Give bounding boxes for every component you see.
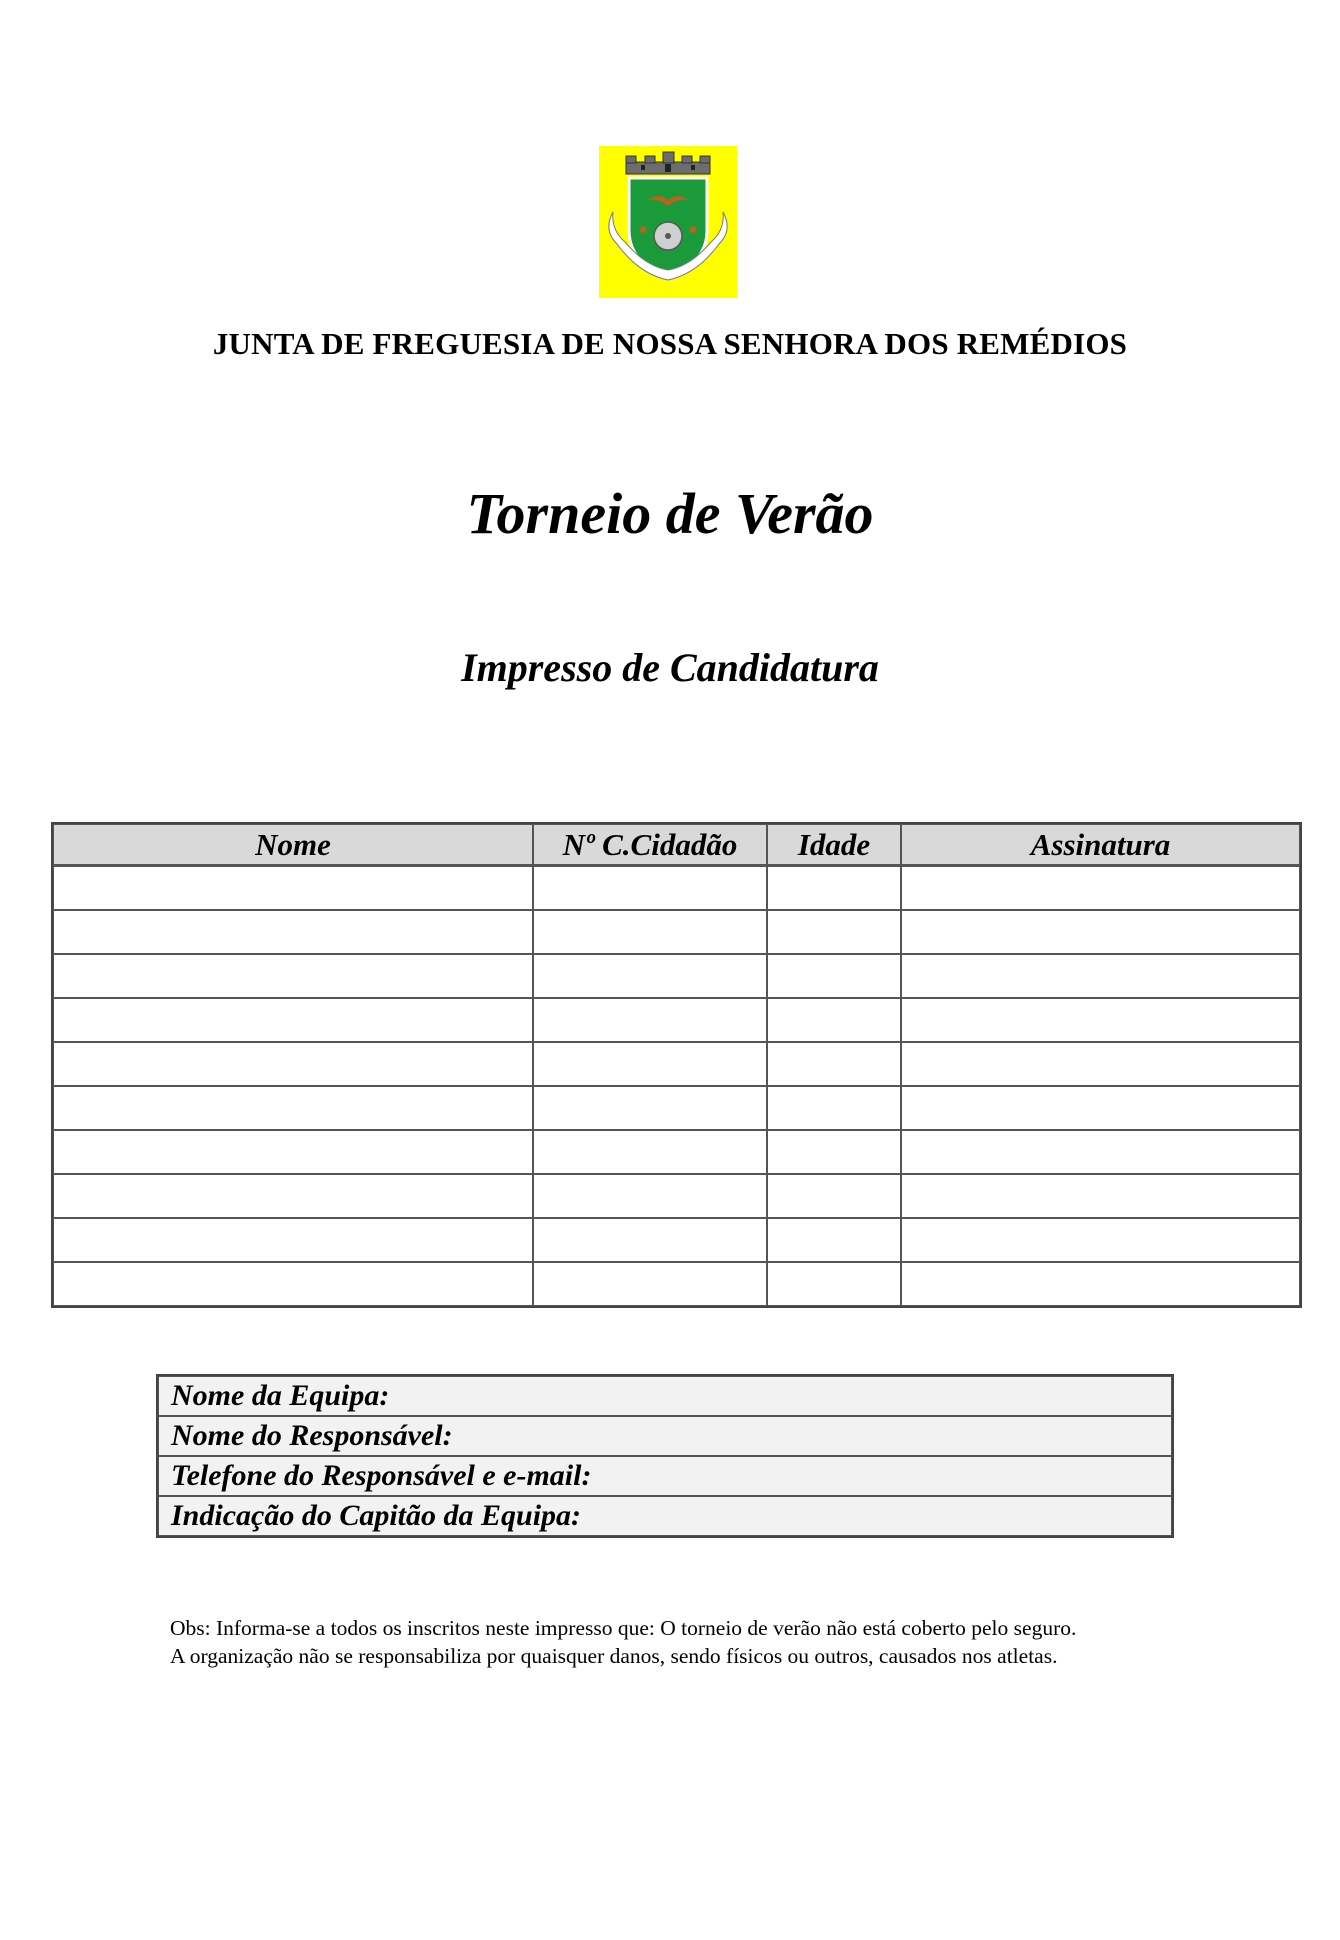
organization-name: JUNTA DE FREGUESIA DE NOSSA SENHORA DOS REMÉDIOS	[212, 326, 1128, 361]
signature-cell[interactable]	[901, 1262, 1300, 1306]
page-title: Torneio de Verão	[466, 481, 874, 546]
signature-cell[interactable]	[901, 1218, 1300, 1262]
citizen-card-cell[interactable]	[533, 1130, 767, 1174]
signature-cell[interactable]	[901, 1130, 1300, 1174]
name-cell[interactable]	[53, 1218, 533, 1262]
age-cell[interactable]	[767, 1042, 901, 1086]
table-row	[53, 1262, 1300, 1306]
name-cell[interactable]	[53, 1042, 533, 1086]
age-cell[interactable]	[767, 998, 901, 1042]
team-info-table	[156, 1374, 1174, 1538]
age-cell[interactable]	[767, 1130, 901, 1174]
age-cell[interactable]	[767, 1174, 901, 1218]
name-cell[interactable]	[53, 1130, 533, 1174]
citizen-card-cell[interactable]	[533, 998, 767, 1042]
age-cell[interactable]	[767, 954, 901, 998]
signature-cell[interactable]	[901, 866, 1300, 910]
name-cell[interactable]	[53, 866, 533, 910]
name-cell[interactable]	[53, 954, 533, 998]
name-cell[interactable]	[53, 1174, 533, 1218]
citizen-card-cell[interactable]	[533, 1042, 767, 1086]
table-row	[53, 1130, 1300, 1174]
table-row	[53, 866, 1300, 910]
table-row	[53, 954, 1300, 998]
table-row	[53, 1042, 1300, 1086]
name-cell[interactable]	[53, 1262, 533, 1306]
age-cell[interactable]	[767, 866, 901, 910]
parish-coat-of-arms-icon	[599, 146, 737, 298]
name-cell[interactable]	[53, 910, 533, 954]
table-row	[53, 1086, 1300, 1130]
form-subtitle: Impresso de Candidatura	[461, 645, 879, 690]
signature-cell[interactable]	[901, 910, 1300, 954]
table-row	[53, 910, 1300, 954]
signature-cell[interactable]	[901, 1042, 1300, 1086]
age-cell[interactable]	[767, 1262, 901, 1306]
signature-cell[interactable]	[901, 1174, 1300, 1218]
observation-line-1: Obs: Informa-se a todos os inscritos neste impresso que: O torneio de verão não está coberto pelo seguro.	[170, 1616, 1077, 1640]
manager-contact-field[interactable]: Telefone do Responsável e e-mail:	[158, 1456, 1172, 1496]
citizen-card-cell[interactable]	[533, 1262, 767, 1306]
manager-name-field[interactable]: Nome do Responsável:	[158, 1416, 1172, 1456]
manager-contact-row	[158, 1456, 1172, 1496]
column-header-citizen-card: Nº C.Cidadão	[533, 824, 767, 866]
observation-line-2: A organização não se responsabiliza por quaisquer danos, sendo físicos ou outros, causados nos atletas.	[170, 1644, 1058, 1668]
column-header-signature: Assinatura	[901, 824, 1300, 866]
citizen-card-cell[interactable]	[533, 866, 767, 910]
age-cell[interactable]	[767, 1218, 901, 1262]
name-cell[interactable]	[53, 998, 533, 1042]
citizen-card-cell[interactable]	[533, 1174, 767, 1218]
manager-name-row	[158, 1416, 1172, 1456]
name-cell[interactable]	[53, 1086, 533, 1130]
players-table	[51, 822, 1302, 1308]
table-row	[53, 1218, 1300, 1262]
citizen-card-cell[interactable]	[533, 1218, 767, 1262]
team-captain-field[interactable]: Indicação do Capitão da Equipa:	[158, 1496, 1172, 1536]
signature-cell[interactable]	[901, 998, 1300, 1042]
table-row	[53, 998, 1300, 1042]
age-cell[interactable]	[767, 1086, 901, 1130]
column-header-age: Idade	[767, 824, 901, 866]
citizen-card-cell[interactable]	[533, 954, 767, 998]
team-name-row	[158, 1376, 1172, 1416]
team-captain-row	[158, 1496, 1172, 1536]
players-header-row	[53, 824, 1300, 866]
table-row	[53, 1174, 1300, 1218]
observations-note	[170, 1614, 1076, 1670]
age-cell[interactable]	[767, 910, 901, 954]
column-header-name: Nome	[53, 824, 533, 866]
citizen-card-cell[interactable]	[533, 910, 767, 954]
citizen-card-cell[interactable]	[533, 1086, 767, 1130]
team-name-field[interactable]: Nome da Equipa:	[158, 1376, 1172, 1416]
signature-cell[interactable]	[901, 1086, 1300, 1130]
signature-cell[interactable]	[901, 954, 1300, 998]
